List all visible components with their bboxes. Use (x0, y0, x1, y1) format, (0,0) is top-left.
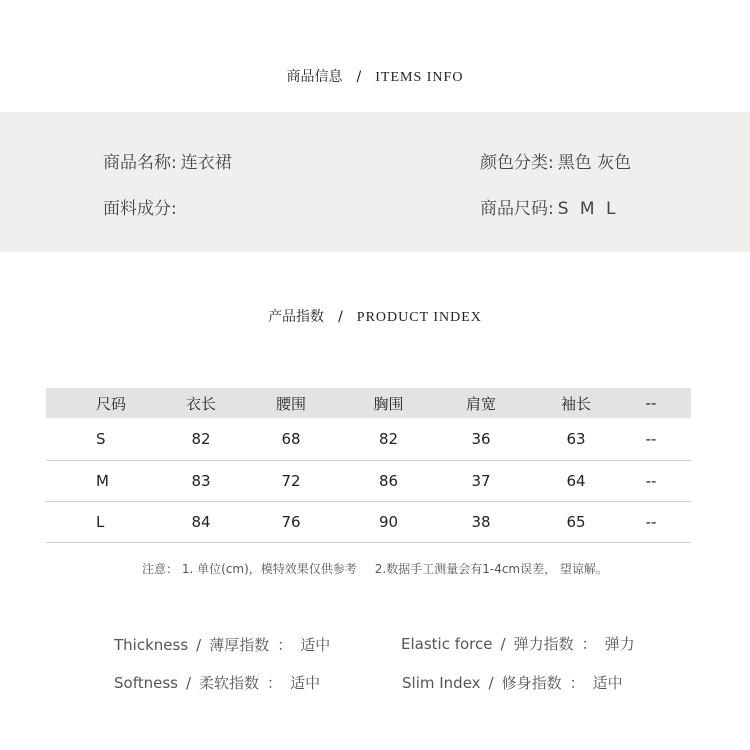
table-header-cell: 胸围 (373, 394, 404, 413)
table-cell: 36 (471, 430, 491, 448)
material (103, 194, 181, 219)
items-info-title-en: ITEMS INFO (375, 70, 464, 85)
product-index-heading (0, 306, 750, 326)
table-cell: M (96, 472, 109, 490)
slim-separator: / (488, 674, 494, 692)
table-row (46, 461, 691, 502)
table-cell: 65 (566, 513, 586, 531)
product-name-value: 连衣裙 (180, 153, 232, 173)
table-cell: 82 (191, 430, 211, 448)
thickness-separator: / (196, 636, 202, 654)
table-header-cell: -- (645, 394, 657, 412)
table-header-cell: 袖长 (560, 394, 591, 413)
table-cell: -- (645, 430, 657, 448)
table-cell: 64 (566, 472, 586, 490)
elastic-index (401, 633, 635, 654)
thickness-en: Thickness (114, 636, 189, 654)
table-cell: L (96, 513, 105, 531)
items-info-title-cn: 商品信息 (286, 69, 343, 85)
note-part-2: 2.数据手工测量会有1-4cm误差， 望谅解。 (374, 562, 608, 576)
slim-index (402, 672, 623, 693)
size-table (46, 388, 691, 543)
table-cell: 86 (378, 472, 399, 490)
color-value: 黑色 灰色 (557, 153, 632, 173)
product-index-title-cn: 产品指数 (268, 309, 325, 325)
table-cell: 76 (281, 513, 301, 531)
measurement-note (0, 560, 750, 577)
elastic-value: 弹力 (604, 635, 635, 653)
slim-value: 适中 (592, 674, 623, 692)
thickness-value: 适中 (300, 636, 331, 654)
color-label: 颜色分类: (480, 153, 554, 173)
table-cell: 63 (566, 430, 586, 448)
items-info-separator: / (356, 69, 362, 85)
softness-cn: 柔软指数 (199, 674, 260, 692)
table-cell: 90 (378, 513, 399, 531)
softness-value: 适中 (290, 674, 321, 692)
thickness-index (114, 634, 330, 655)
product-name-label: 商品名称: (103, 153, 177, 173)
product-index-separator: / (338, 309, 343, 325)
table-cell: 38 (471, 513, 491, 531)
material-label: 面料成分: (103, 199, 177, 219)
table-header-cell: 肩宽 (465, 394, 496, 413)
table-cell: S (96, 430, 106, 448)
table-cell: 68 (281, 430, 301, 448)
items-info-heading (0, 66, 750, 86)
table-row (46, 502, 691, 543)
table-cell: -- (645, 472, 657, 490)
product-info-panel (0, 112, 750, 252)
table-cell: 37 (471, 472, 491, 490)
product-size (480, 194, 618, 219)
product-index-title-en: PRODUCT INDEX (356, 310, 482, 325)
softness-en: Softness (114, 674, 178, 692)
thickness-cn: 薄厚指数 (209, 636, 270, 654)
table-header-cell: 衣长 (185, 394, 216, 413)
table-cell: -- (645, 513, 657, 531)
slim-en: Slim Index (402, 674, 481, 692)
slim-cn: 修身指数 (501, 674, 562, 692)
table-header-cell: 尺码 (96, 394, 127, 413)
color-category (480, 148, 631, 173)
elastic-en: Elastic force (401, 635, 493, 653)
size-label: 商品尺码: (480, 199, 554, 219)
slim-colon: ： (569, 674, 585, 692)
softness-index (114, 672, 320, 693)
product-name (103, 148, 232, 173)
table-cell: 84 (191, 513, 211, 531)
table-header-cell: 腰围 (275, 394, 306, 413)
elastic-separator: / (500, 635, 506, 653)
elastic-cn: 弹力指数 (513, 635, 574, 653)
table-row (46, 418, 691, 461)
elastic-colon: ： (581, 635, 597, 653)
note-part-1: 注意： 1. 单位(cm)，模特效果仅供参考 (142, 562, 357, 576)
table-cell: 72 (281, 472, 301, 490)
softness-colon: ： (267, 674, 283, 692)
table-header-row (46, 388, 691, 418)
thickness-colon: ： (277, 636, 293, 654)
size-value: S M L (557, 199, 619, 219)
softness-separator: / (185, 674, 192, 692)
table-cell: 82 (378, 430, 399, 448)
table-cell: 83 (191, 472, 211, 490)
